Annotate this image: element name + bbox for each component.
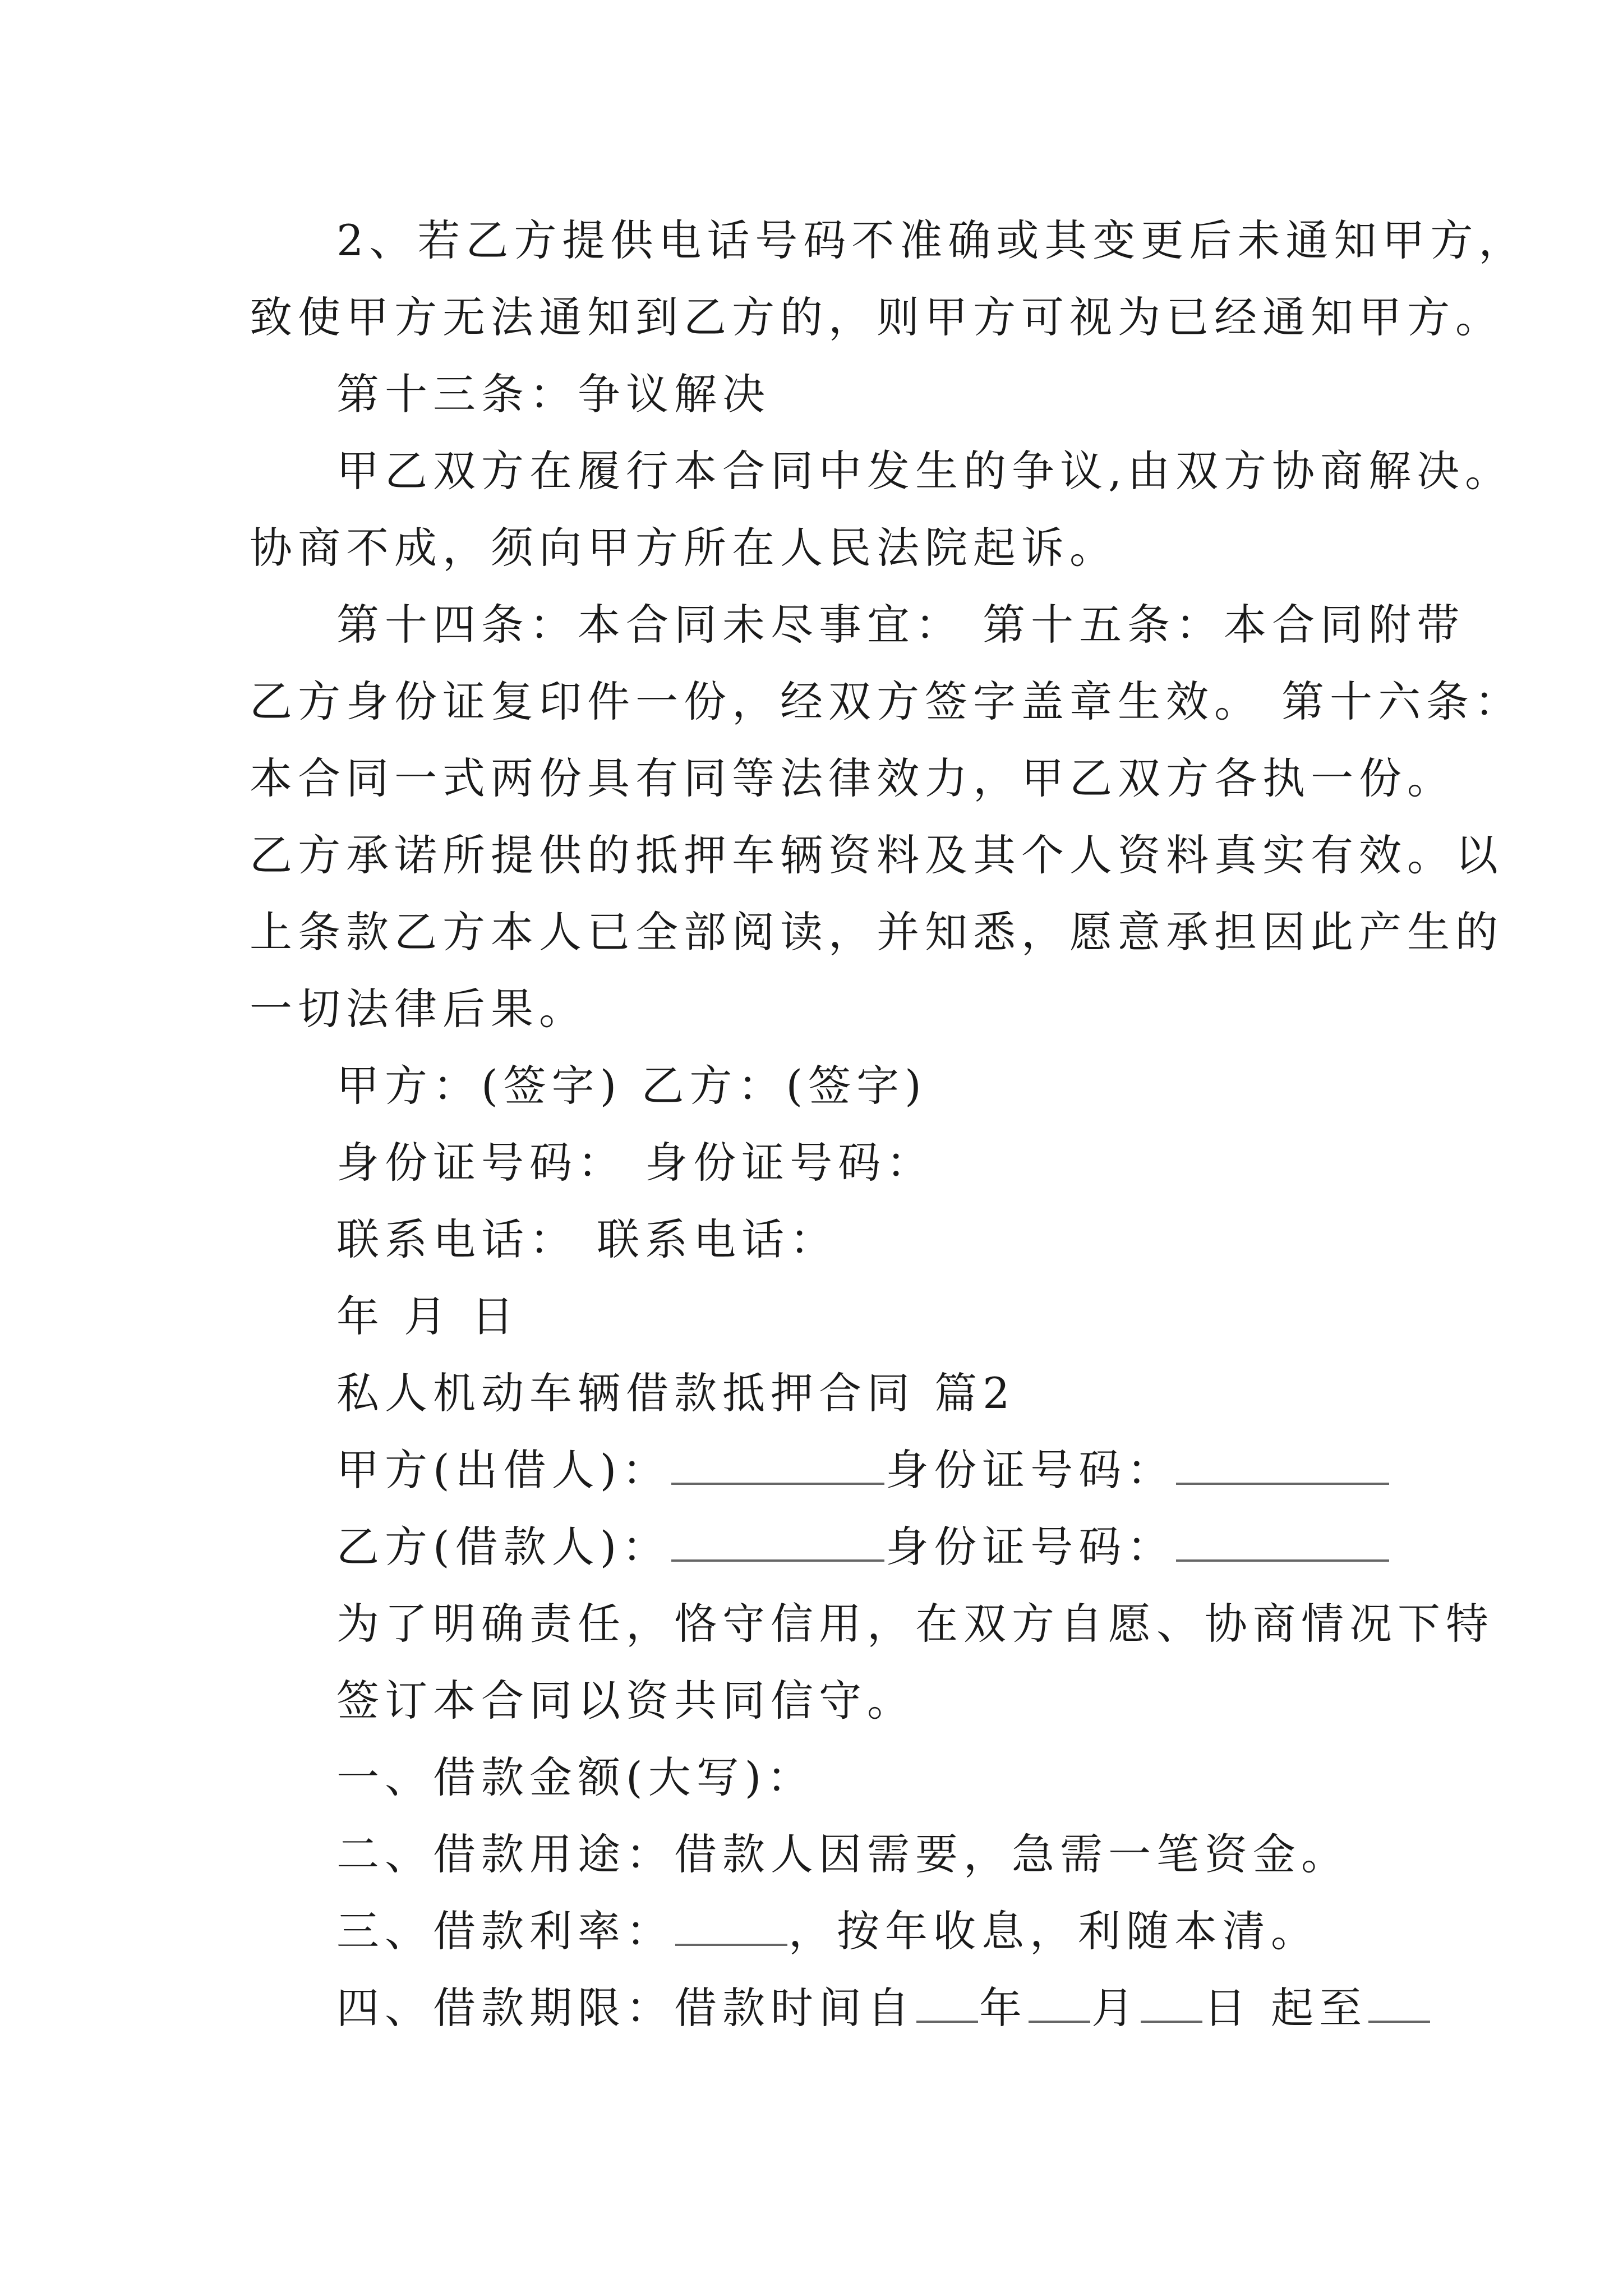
month-label: 月 [1091, 1983, 1140, 2033]
paragraph-line: 致使甲方无法通知到乙方的，则甲方可视为已经通知甲方。 [250, 292, 1504, 342]
loan-amount-line: 一、借款金额(大写)： [336, 1752, 815, 1802]
lender-line [250, 1432, 1399, 1508]
paragraph-line: 一切法律后果。 [250, 984, 587, 1034]
paragraph-line: 甲乙双方在履行本合同中发生的争议,由双方协商解决。 [336, 446, 1514, 496]
loan-rate-terms: ，按年收息，利随本清。 [789, 1906, 1319, 1956]
paragraph-line: 为了明确责任，恪守信用，在双方自愿、协商情况下特 [336, 1599, 1494, 1649]
borrower-name-blank [671, 1520, 884, 1562]
article-heading: 第十三条：争议解决 [336, 369, 771, 419]
paragraph-line: 本合同一式两份具有同等法律效力，甲乙双方各执一份。 [250, 753, 1455, 803]
paragraph-line: 签订本合同以资共同信守。 [336, 1676, 915, 1726]
phone-line: 联系电话： 联系电话： [336, 1214, 838, 1264]
borrower-label: 乙方(借款人)： [336, 1522, 671, 1572]
year-label: 年 [979, 1983, 1027, 2033]
start-year-blank [916, 1981, 978, 2023]
day-until-label: 日 起至 [1204, 1983, 1368, 2033]
loan-rate-blank [675, 1904, 787, 1946]
id-number-line: 身份证号码： 身份证号码： [336, 1138, 935, 1188]
loan-rate-label: 三、借款利率： [336, 1906, 674, 1956]
start-day-blank [1141, 1981, 1202, 2023]
lender-id-label: 身份证号码： [886, 1445, 1175, 1495]
loan-term-line [250, 1970, 1399, 2046]
signature-line: 甲方：(签字) 乙方：(签字) [336, 1061, 927, 1111]
borrower-id-label: 身份证号码： [886, 1522, 1175, 1572]
loan-term-label: 四、借款期限：借款时间自 [336, 1983, 915, 2033]
end-date-blank [1368, 1981, 1430, 2023]
loan-purpose-line: 二、借款用途：借款人因需要，急需一笔资金。 [336, 1829, 1349, 1879]
date-line: 年 月 日 [336, 1291, 520, 1341]
borrower-line [250, 1508, 1399, 1585]
paragraph-line: 2、若乙方提供电话号码不准确或其变更后未通知甲方， [336, 215, 1527, 265]
lender-id-blank [1176, 1443, 1389, 1485]
paragraph-line: 第十四条：本合同未尽事宜： 第十五条：本合同附带 [336, 600, 1465, 650]
lender-label: 甲方(出借人)： [336, 1445, 671, 1495]
paragraph-line: 乙方身份证复印件一份，经双方签字盖章生效。 第十六条： [250, 677, 1523, 726]
document-body [250, 202, 1527, 2046]
start-month-blank [1029, 1981, 1090, 2023]
loan-rate-line [250, 1893, 1399, 1970]
contract-title: 私人机动车辆借款抵押合同 篇2 [336, 1368, 1016, 1418]
lender-name-blank [671, 1443, 884, 1485]
paragraph-line: 上条款乙方本人已全部阅读，并知悉，愿意承担因此产生的 [250, 907, 1504, 957]
paragraph-line: 协商不成，须向甲方所在人民法院起诉。 [250, 523, 1118, 573]
paragraph-line: 乙方承诺所提供的抵押车辆资料及其个人资料真实有效。以 [250, 830, 1504, 880]
borrower-id-blank [1176, 1520, 1389, 1562]
